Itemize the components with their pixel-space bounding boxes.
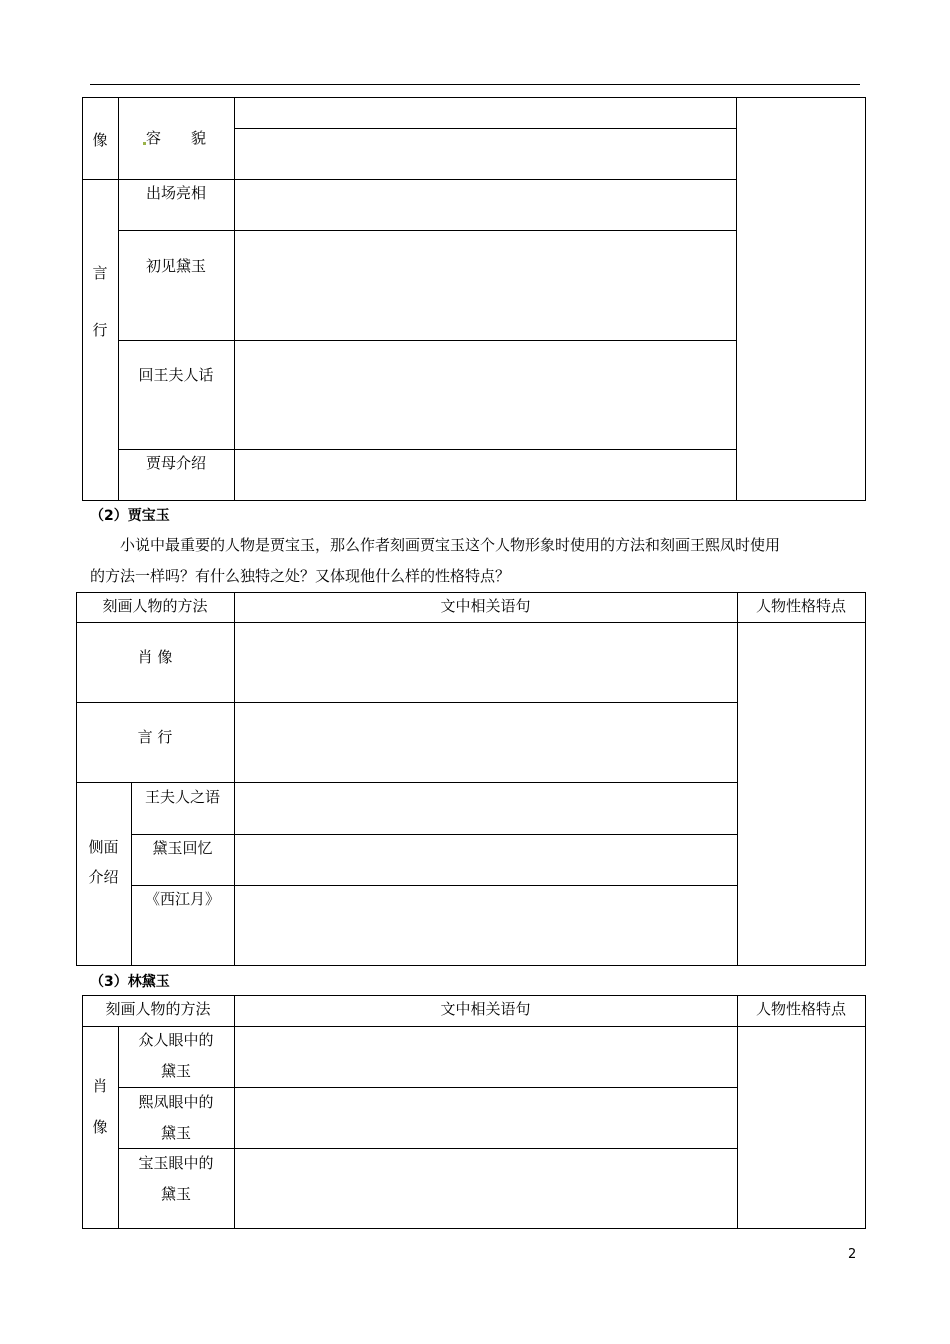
header-method: 刻画人物的方法 — [105, 1000, 211, 1018]
row-everyone-view-1: 众人眼中的 — [138, 1031, 214, 1049]
method-side-intro-2: 介绍 — [88, 868, 119, 886]
row-grandmother-intro: 贾母介绍 — [145, 454, 206, 472]
method-portrait: 肖 像 — [137, 648, 173, 666]
dot-mark — [143, 142, 146, 145]
header-quotes: 文中相关语句 — [440, 1000, 531, 1018]
page-number: 2 — [848, 1247, 857, 1262]
method-appearance: 容 貌 — [145, 129, 206, 147]
method-words-deeds-1: 言 — [92, 264, 108, 282]
row-xijiangyue: 《西江月》 — [144, 890, 220, 908]
row-baoyu-view-2: 黛玉 — [160, 1185, 191, 1203]
row-first-appearance: 出场亮相 — [145, 184, 206, 202]
header-quotes: 文中相关语句 — [440, 597, 531, 615]
row-xifeng-view-2: 黛玉 — [160, 1124, 191, 1142]
section-paragraph-line2: 的方法一样吗？有什么独特之处？又体现他什么样的性格特点？ — [90, 567, 511, 585]
method-side-intro-1: 侧面 — [88, 838, 119, 856]
section-paragraph-line1: 小说中最重要的人物是贾宝玉，那么作者刻画贾宝玉这个人物形象时使用的方法和刻画王熙凤时使用 — [120, 536, 781, 554]
header-method: 刻画人物的方法 — [102, 597, 208, 615]
row-lady-wang-words: 王夫人之语 — [144, 788, 220, 806]
row-baoyu-view-1: 宝玉眼中的 — [138, 1154, 214, 1172]
method-words-deeds-2: 行 — [92, 321, 108, 339]
row-xifeng-view-1: 熙凤眼中的 — [138, 1093, 214, 1111]
section-heading-baoyu: （2）贾宝玉 — [90, 508, 170, 524]
row-everyone-view-2: 黛玉 — [160, 1062, 191, 1080]
header-traits: 人物性格特点 — [755, 1000, 846, 1018]
method-portrait-1: 肖 — [92, 1077, 108, 1095]
header-rule — [90, 84, 860, 85]
row-daiyu-memory: 黛玉回忆 — [152, 839, 213, 857]
row-meet-daiyu: 初见黛玉 — [145, 257, 206, 275]
row-reply-lady-wang: 回王夫人话 — [138, 366, 214, 384]
method-portrait-fragment: 像 — [92, 131, 108, 149]
section-heading-daiyu: （3）林黛玉 — [90, 974, 170, 990]
header-traits: 人物性格特点 — [755, 597, 846, 615]
method-words-deeds: 言 行 — [137, 728, 173, 746]
method-portrait-2: 像 — [92, 1118, 108, 1136]
